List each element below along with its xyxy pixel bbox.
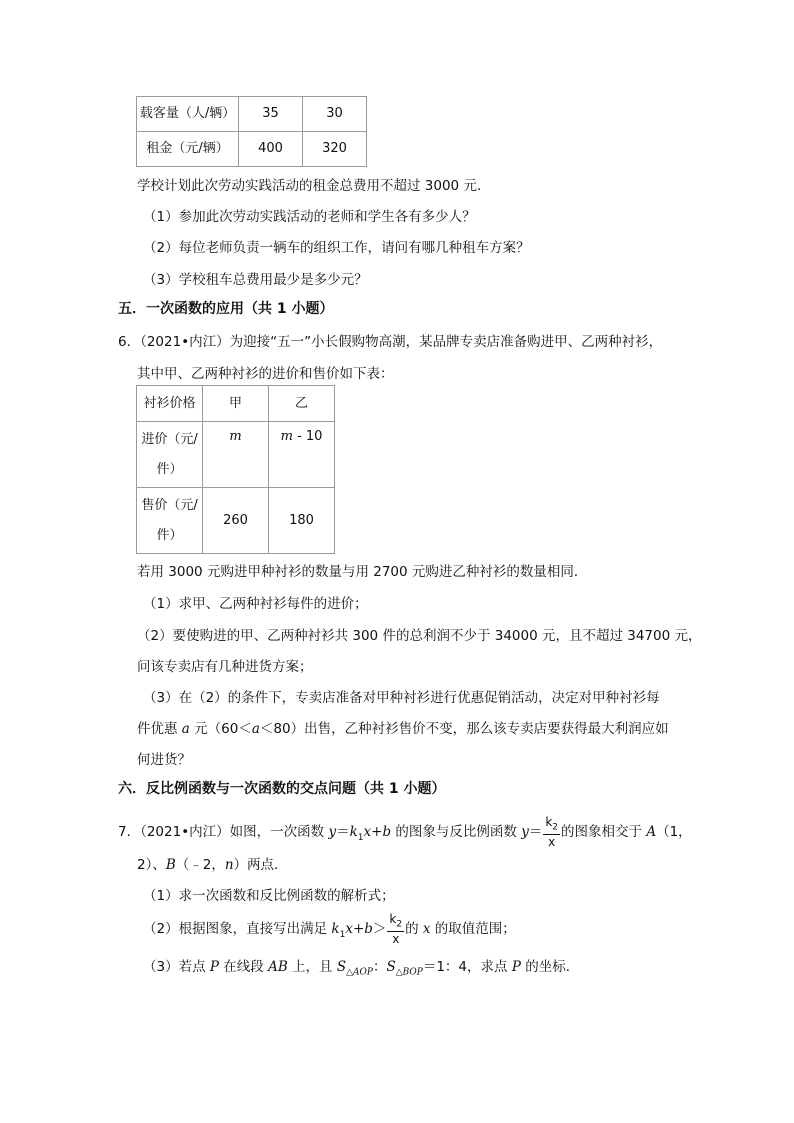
var-x: x <box>363 824 372 841</box>
text-run: 7．（2021•内江）如图，一次函数 <box>118 824 329 841</box>
segment-ab: AB <box>268 959 288 975</box>
subscript: 1 <box>339 929 346 940</box>
var-n: n <box>224 857 234 873</box>
table-cell: 320 <box>303 132 367 167</box>
table-row <box>137 488 335 554</box>
cost-label-line2: 件） <box>156 461 183 477</box>
fraction-numerator <box>543 815 560 835</box>
q6-sub1: （1）求甲、乙两种衬衫每件的进价； <box>143 596 368 612</box>
text-run: 件优惠 <box>137 721 182 737</box>
text-run: （1， <box>656 824 692 841</box>
table-header-cell: 甲 <box>203 386 269 422</box>
table-header-cell: 衬衫价格 <box>137 386 203 422</box>
text-run: （2）根据图象，直接写出满足 <box>143 921 332 938</box>
var-y: y <box>521 824 529 841</box>
var-k: k <box>349 824 358 841</box>
q6-sub3-line2 <box>137 717 669 737</box>
subscript: 2 <box>396 919 403 930</box>
text-run: 的取值范围； <box>430 921 516 938</box>
q7-line2 <box>137 853 288 873</box>
fraction-numerator <box>387 912 404 932</box>
text-run: 的 <box>405 921 423 938</box>
table-row <box>137 386 335 422</box>
table-row <box>137 97 367 132</box>
table-cell <box>203 422 269 488</box>
text-run: 元（60＜ <box>189 721 252 737</box>
subscript: △BOP <box>395 967 423 978</box>
cost-a: m <box>229 429 242 444</box>
q6-sub3-line1: （3）在（2）的条件下，专卖店准备对甲种衬衫进行优惠促销活动，决定对甲种衬衫每 <box>143 690 660 706</box>
var-x: x <box>345 921 353 938</box>
point-p: P <box>511 959 521 975</box>
fraction-k2-over-x <box>387 912 404 946</box>
subscript: △AOP <box>346 967 373 978</box>
table-cell: 35 <box>239 97 303 132</box>
text-run: k <box>389 912 397 926</box>
q5-sub3: （3）学校租车总费用最少是多少元？ <box>143 272 368 288</box>
text-run: ＝ <box>336 824 350 841</box>
q7-sub2 <box>143 912 516 949</box>
text-run: k <box>545 815 553 829</box>
fraction-k2-over-x <box>543 815 560 849</box>
point-b: B <box>165 857 176 873</box>
text-run: ＜80）出售，乙种衬衫售价不变，那么该专卖店要获得最大利润应如 <box>259 721 669 737</box>
text-run: ＝ <box>528 824 543 841</box>
var-a: a <box>251 721 260 737</box>
table-row <box>137 132 367 167</box>
subscript: 2 <box>552 822 559 833</box>
q6-sub3-line3: 何进货？ <box>137 752 191 768</box>
q5-sub2: （2）每位老师负责一辆车的组织工作，请问有哪几种租车方案？ <box>143 240 530 256</box>
table-cell: 180 <box>269 488 335 554</box>
text-run: ＞ <box>372 921 387 938</box>
bus-table <box>136 96 367 167</box>
cost-label-line1: 进价（元/ <box>141 431 198 447</box>
fraction-denominator: x <box>548 835 556 850</box>
cost-b-rest: - 10 <box>292 429 323 444</box>
text-run: 上，且 <box>287 959 337 975</box>
table-cell: 260 <box>203 488 269 554</box>
table-cell <box>269 422 335 488</box>
q7-line1 <box>118 815 692 852</box>
text-run: ： <box>372 959 387 975</box>
area-s: S <box>336 959 347 975</box>
table-cell: 租金（元/辆） <box>137 132 239 167</box>
text-run: 的图象相交于 <box>561 824 647 841</box>
area-s: S <box>386 959 396 975</box>
table-row <box>137 422 335 488</box>
text-run: （3）若点 <box>143 959 210 975</box>
var-a: a <box>181 721 190 737</box>
q5-note: 学校计划此次劳动实践活动的租金总费用不超过 3000 元． <box>137 178 491 194</box>
text-run: 的坐标． <box>520 959 580 975</box>
table-header-cell: 乙 <box>269 386 335 422</box>
subscript: 1 <box>357 832 364 843</box>
table-cell <box>137 422 203 488</box>
text-run: （﹣2， <box>175 857 225 873</box>
q6-line2: 其中甲、乙两种衬衫的进价和售价如下表： <box>137 366 394 382</box>
q5-sub1: （1）参加此次劳动实践活动的老师和学生各有多少人？ <box>143 209 476 225</box>
price-label-line2: 件） <box>156 527 183 543</box>
text-run: ＝1：4，求点 <box>422 959 512 975</box>
table-cell: 30 <box>303 97 367 132</box>
point-a: A <box>646 824 657 841</box>
q6-sub2-line2: 问该专卖店有几种进货方案； <box>137 659 313 675</box>
table-cell <box>137 488 203 554</box>
var-k: k <box>331 921 340 938</box>
cost-b-var: m <box>280 429 293 444</box>
q6-line1: 6．（2021•内江）为迎接“五一”小长假购物高潮，某品牌专卖店准备购进甲、乙两种衬衫， <box>118 334 663 350</box>
q6-after: 若用 3000 元购进甲种衬衫的数量与用 2700 元购进乙种衬衫的数量相同． <box>137 564 588 580</box>
q6-sub2-line1: （2）要使购进的甲、乙两种衬衫共 300 件的总利润不少于 34000 元，且不超过 34700 元， <box>137 628 702 644</box>
var-x: x <box>422 921 431 938</box>
fraction-denominator: x <box>392 932 400 947</box>
text-run: 2）、 <box>137 857 166 873</box>
term-b: +b <box>352 921 373 938</box>
table-cell: 400 <box>239 132 303 167</box>
text-run: 的图象与反比例函数 <box>391 824 522 841</box>
q7-sub1: （1）求一次函数和反比例函数的解析式； <box>143 888 395 904</box>
q7-sub3 <box>143 955 579 978</box>
term-b: +b <box>371 824 392 841</box>
text-run: ）两点． <box>233 857 288 873</box>
var-y: y <box>328 824 337 841</box>
price-label-line1: 售价（元/ <box>141 497 198 513</box>
section-heading-6: 六．反比例函数与一次函数的交点问题（共 1 小题） <box>118 781 446 797</box>
section-heading-5: 五．一次函数的应用（共 1 小题） <box>118 301 334 317</box>
text-run: 在线段 <box>218 959 269 975</box>
table-cell: 载客量（人/辆） <box>137 97 239 132</box>
point-p: P <box>209 959 219 975</box>
shirt-price-table <box>136 385 335 554</box>
